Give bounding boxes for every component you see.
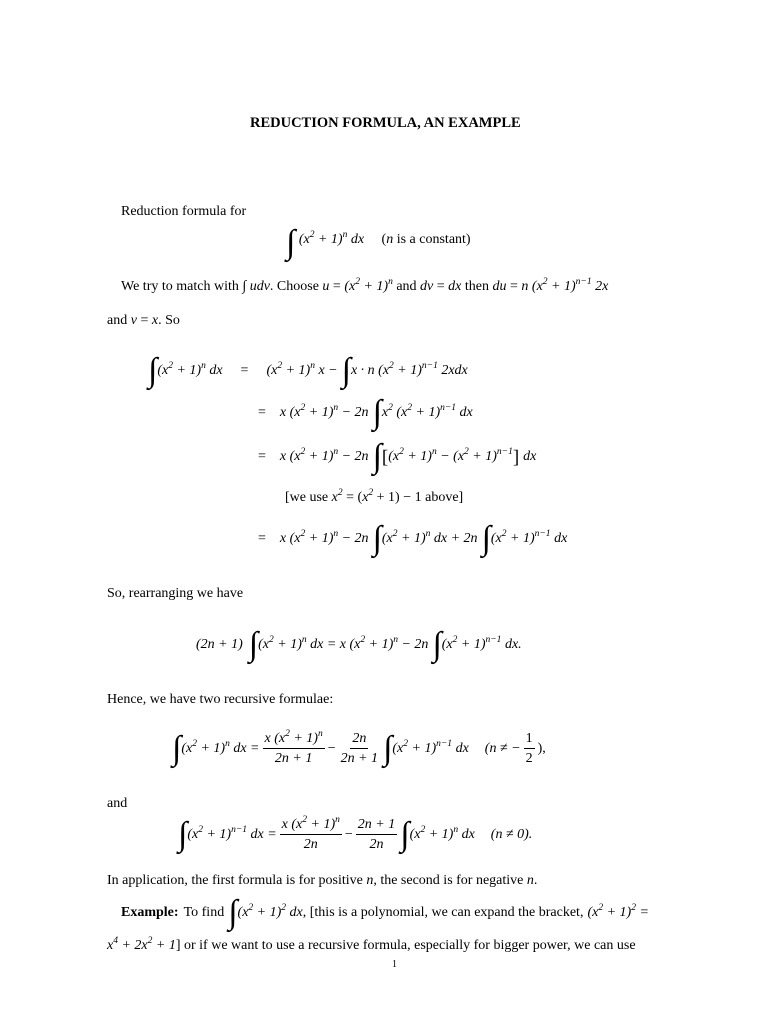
- page-number: 1: [392, 959, 397, 970]
- example-line-1: Example: To find ∫ $(x^2 + 1)^2$ dx , [this is a polynomial, we can expand the bracket, $(x^2 + 1)^2$ =: [121, 894, 649, 931]
- hence-text: Hence, we have two recursive formulae:: [107, 692, 334, 707]
- recursive-formula-1: ∫ $(x^2 + 1)^n$ dx = $\frac{x (x^2 + 1)^n}{2n + 1}$ − $\frac{2n}{2n + 1}$ ∫ $(x^2 + 1)^{n-1}$ dx (n ≠ − $\frac{1}{2}$ ),: [172, 729, 546, 767]
- recursive-formula-2: ∫ $(x^2 + 1)^{n-1}$ dx = $\frac{x (x^2 + 1)^n}{2n}$ − $\frac{2n + 1}{2n}$ ∫ $(x^2 + 1)^n$ dx (n ≠ 0).: [178, 815, 533, 853]
- intro-text: Reduction formula for: [121, 204, 247, 219]
- derivation-line-3: = x $(x^2 + 1)^n - 2n$ ∫ [ $(x^2 + 1)^n - (x^2 + 1)^{n-1}$ ] dx: [258, 438, 537, 475]
- rearranged-equation: (2n + 1) ∫ $(x^2 + 1)^n$ dx = x $(x^2 + 1)^n - 2n$ ∫ $(x^2 + 1)^{n-1}$ dx.: [196, 626, 522, 663]
- derivation-line-4: = x $(x^2 + 1)^n - 2n$ ∫ $(x^2 + 1)^n$ dx + 2n ∫ $(x^2 + 1)^{n-1}$ dx: [258, 520, 568, 557]
- and-between: and: [107, 796, 128, 811]
- and-line: and v = x. So: [107, 313, 180, 328]
- we-use-note: [we use $x^2 = (x^2 + 1) - 1$ above]: [285, 488, 464, 505]
- application-text: In application, the first formula is for positive n, the second is for negative n.: [107, 873, 538, 888]
- integral-statement: ∫ $(x^2 + 1)^n$ dx (n is a constant): [286, 224, 471, 261]
- example-line-2: $x^4 + 2x^2 + 1$] or if we want to use a recursive formula, especially for bigger power, we can use: [107, 936, 636, 953]
- page-title: REDUCTION FORMULA, AN EXAMPLE: [250, 115, 521, 131]
- derivation-line-2: = x $(x^2 + 1)^n - 2n$ ∫ $x^2$ $(x^2 + 1)^{n-1}$ dx: [258, 394, 473, 431]
- derivation-line-1: ∫ $(x^2 + 1)^n$ dx = $(x^2 + 1)^n$ x − ∫ x · n $(x^2 + 1)^{n-1}$ 2xdx: [148, 352, 468, 389]
- match-line: We try to match with ∫ udv. Choose $u = (x^2 + 1)^n$ and dv = dx then du = n $(x^2 + 1)^{n-1}$ 2x: [121, 277, 609, 294]
- rearranging-text: So, rearranging we have: [107, 586, 244, 601]
